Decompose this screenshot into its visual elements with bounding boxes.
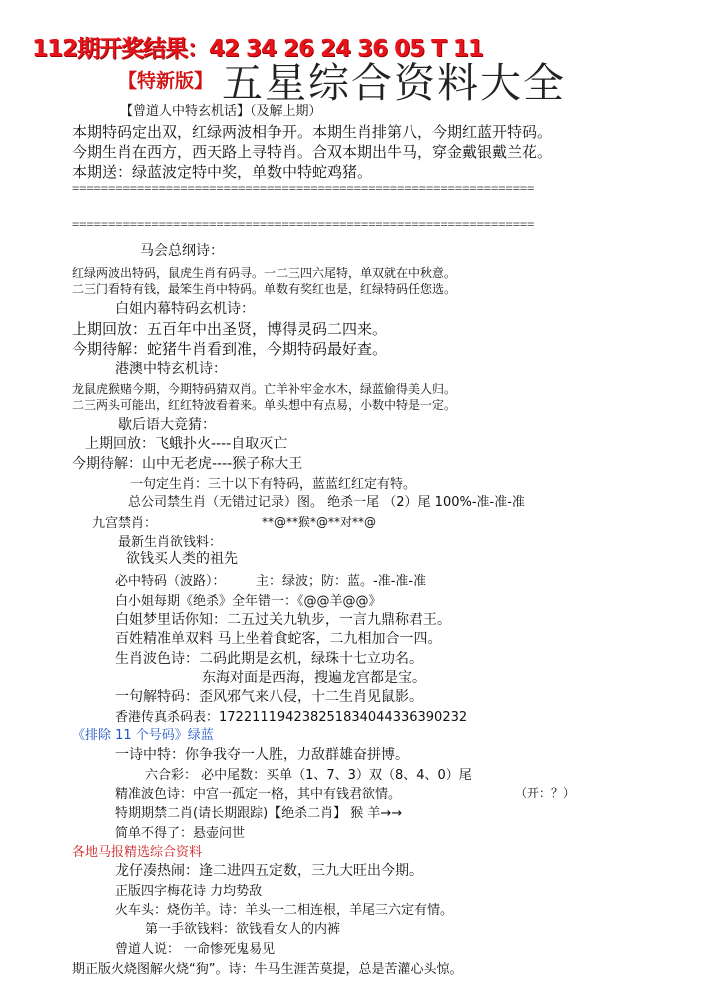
separator-line: ================================================================: [72, 217, 535, 231]
liuhecai-line: 六合彩： 必中尾数：买单（1、7、3）双（8、4、0）尾: [145, 768, 472, 783]
zengdaoren-line: 曾道人说： 一命惨死鬼易见: [115, 942, 276, 957]
page-title: 五星综合资料大全: [222, 59, 566, 107]
gangao-title: 港澳中特玄机诗：: [115, 361, 227, 377]
baiji-line-2: 今期待解：蛇猪牛肖看到准，今期特码最好查。: [72, 340, 388, 358]
bizhong-value: 主：绿波；防：蓝。-准-准-准: [256, 574, 427, 589]
intro-line-3: 本期送：绿蓝波定特中奖，单数中特蛇鸡猪。: [72, 163, 373, 181]
yijujie-line: 一句解特码：歪风邪气来八侵，十二生肖见鼠影。: [115, 689, 423, 705]
yiju-line: 一句定生肖：三十以下有特码，蓝蓝红红定有特。: [130, 477, 417, 492]
intro-line-2: 今期生肖在西方，西天路上寻特肖。合双本期出牛马，穿金戴银戴兰花。: [72, 143, 553, 161]
xiehou-title: 歇后语大竞猜：: [118, 417, 216, 433]
kai-note: （开：？）: [515, 786, 576, 800]
jiugong-value: **@**猴*@**对**@: [262, 515, 377, 529]
bizhong-label: 必中特码（波路）：: [115, 574, 226, 589]
xiehou-line-1: 上期回放：飞蛾扑火----自取灭亡: [85, 436, 288, 452]
xianggang-shama-line: 香港传真杀码表：1722111942382518340443363902​32: [115, 710, 468, 725]
gedi-title: 各地马报精选综合资料: [72, 845, 203, 860]
bose-line-1: 生肖波色诗：二码此期是玄机，绿珠十七立功名。: [115, 651, 423, 667]
longzai-line: 龙仔凑热闹：逢二进四五定数，三九大旺出今期。: [115, 863, 423, 879]
mengyan-line: 白姐梦里话你知：二五过关九轨步，一言九鼎称君王。: [115, 612, 451, 628]
draw-result: 112期开奖结果：42 34 26 24 36 05 T 11: [32, 36, 483, 62]
mahui-line-1: 红绿两波出特码，鼠虎生肖有码寻。一二三四六尾特，单双就在中秋意。: [72, 266, 457, 280]
intro-heading: 【曾道人中特玄机话】（及解上期）: [120, 104, 322, 119]
zonggongsi-line: 总公司禁生肖（无错过记录）图。 绝杀一尾 （2）尾 100%-准-准-准: [128, 495, 525, 510]
intro-line-1: 本期特码定出双，红绿两波相争开。本期生肖排第八，今期红蓝开特码。: [72, 123, 553, 141]
edition-tag: 【特新版】: [118, 70, 214, 92]
zhengban-line: 正版四字梅花诗 力均势敌: [115, 884, 263, 899]
baixiaojie-line: 白小姐每期《绝杀》全年错一：《@@羊@@》: [115, 594, 382, 609]
mahui-line-2: 二三门看特有钱，最笨生肖中特码。单数有奖红也是，红绿特码任您选。: [72, 282, 457, 296]
bose-line-2: 东海对面是西海，搜遍龙宫都是宝。: [202, 670, 426, 686]
huochetou-line: 火车头：烧伤羊。诗：羊头一二相连根，羊尾三六定有情。: [115, 903, 454, 918]
baiji-line-1: 上期回放：五百年中出圣贤，博得灵码二四来。: [72, 320, 388, 338]
baiji-title: 白姐内幕特码玄机诗：: [115, 301, 255, 317]
baixing-line: 百姓精准单双料 马上坐着食蛇客，二九相加合一四。: [115, 631, 442, 647]
jingzhun-line: 精准波色诗：中宫一孤定一格，其中有钱君欲情。: [115, 787, 402, 802]
yishi-line: 一诗中特：你争我夺一人胜，力敌群雄奋拼博。: [115, 747, 409, 763]
jiandan-line: 简单不得了：悬壶问世: [115, 826, 246, 841]
gangao-line-1: 龙鼠虎猴赌今期，今期特码猜双肖。亡羊补牢金水木，绿蓝偷得美人归。: [72, 382, 457, 396]
separator-line: ================================================================: [72, 181, 535, 195]
mahui-title: 马会总纲诗：: [140, 243, 224, 259]
jiugong-label: 九宫禁肖：: [92, 516, 158, 531]
last-line: 期正版火烧图解火烧“狗”。诗：牛马生涯苦莫提，总是苦灌心头惊。: [72, 962, 463, 977]
diyishou-line: 第一手欲钱料：欲钱看女人的内裤: [145, 922, 341, 937]
xiehou-line-2: 今期待解：山中无老虎----猴子称大王: [72, 456, 303, 472]
zuixin-line-1: 欲钱买人类的祖先: [126, 551, 238, 567]
zuixin-title: 最新生肖欲钱料：: [118, 535, 223, 550]
gangao-line-2: 二三两头可能出，红红特波看着来。单头想中有点易，小数中特是一定。: [72, 398, 457, 412]
teqi-line: 特期期禁二肖(请长期跟踪)【绝杀二肖】 猴 羊→→: [115, 806, 403, 821]
paichu-line: 《排除 11 个号码》绿蓝: [72, 728, 214, 743]
